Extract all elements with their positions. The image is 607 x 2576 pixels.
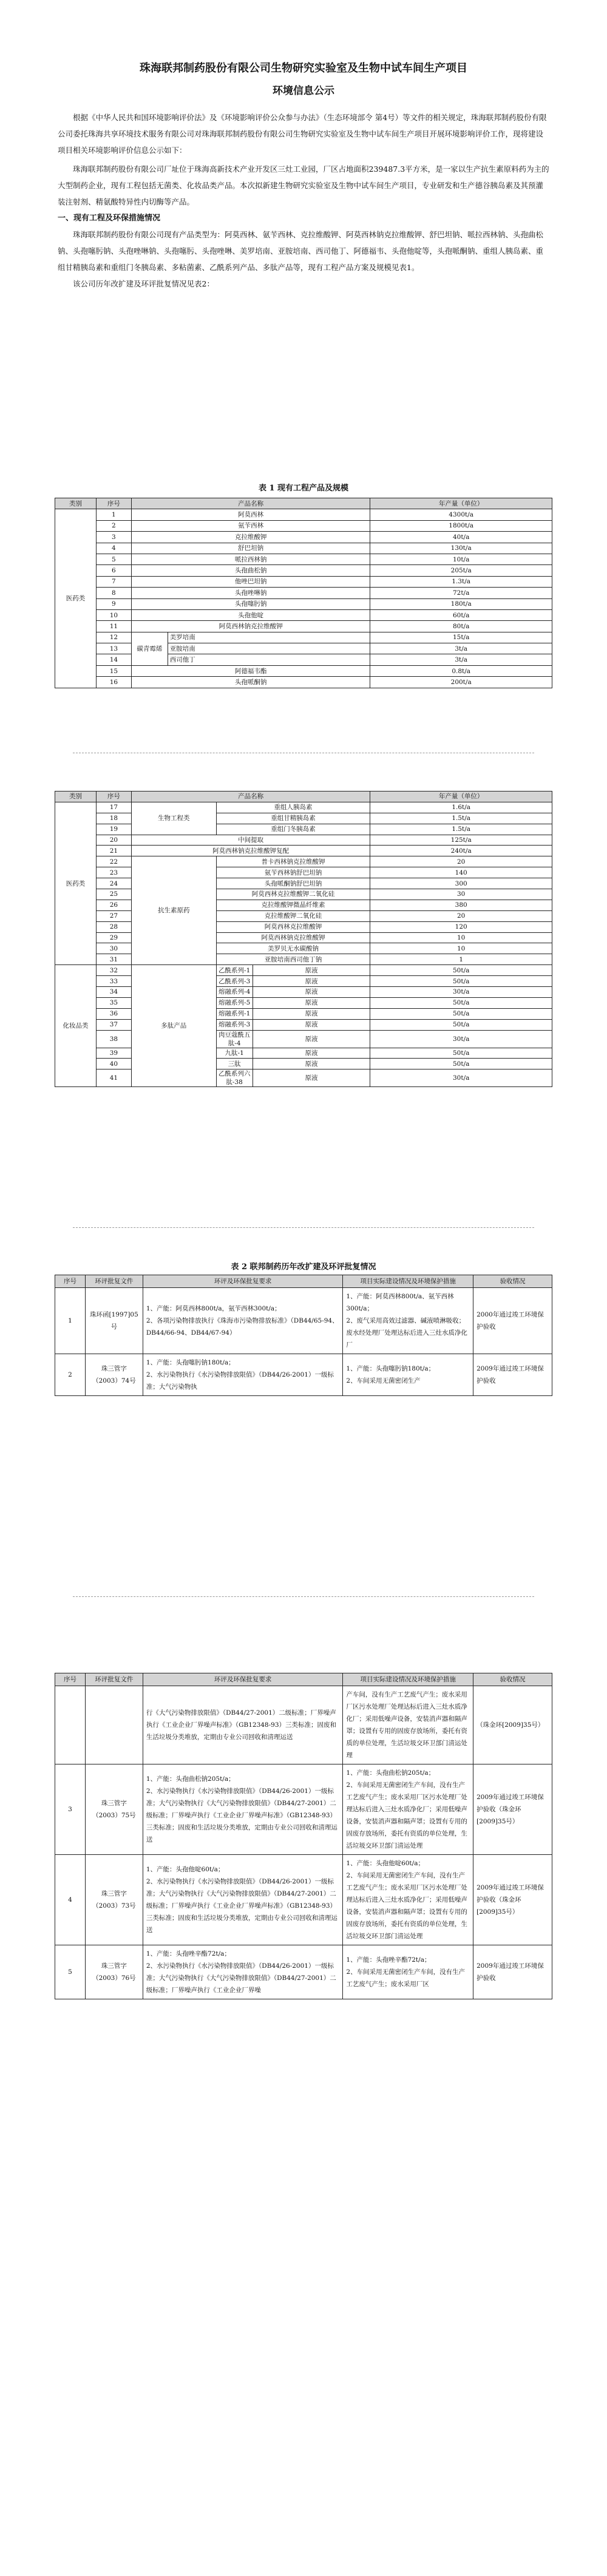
t1b-no-cell: 34 xyxy=(96,987,131,998)
t1-qty-cell: 3t/a xyxy=(370,654,552,665)
t1-no-cell: 9 xyxy=(96,598,131,609)
t1b-no-cell: 35 xyxy=(96,997,131,1008)
t2-no-cell: 3 xyxy=(55,1764,86,1855)
table-row xyxy=(55,598,552,609)
t1b-qty-cell: 300 xyxy=(370,878,552,889)
t2-req-cell: 1、产能：头孢他啶60t/a； 2、水污染物执行《水污染物排放限值》（DB44/26-2001）一级标准；大气污染物执行《大气污染物排放限值》（DB44/27-2001）二级标准；厂界噪声执行《工业企业厂界噪声标准》（GB12348-93）三类标准；固废和生活垃圾分类堆放，定期由专业公司回收和清理运送 xyxy=(143,1855,343,1945)
t1b-qty-cell: 50t/a xyxy=(370,1048,552,1059)
t1-name-cell: 头孢唑啉钠 xyxy=(131,588,370,598)
table2-header-row xyxy=(55,1275,552,1288)
t2-no-cell: 2 xyxy=(55,1354,86,1396)
t1b-name-cell: 亚胺培南西司他丁钠 xyxy=(216,954,370,965)
table1b xyxy=(55,791,552,1087)
table-row xyxy=(55,543,552,554)
t2-check-cell: 2009年通过竣工环境保护验收（珠金环[2009]35号） xyxy=(473,1764,552,1855)
t1-name-cell: 美罗培南 xyxy=(168,632,370,643)
table2-wrap xyxy=(55,1275,552,1396)
t2-actual-cell: 1、产能：头孢唑辛酯72t/a； 2、车间采用无菌密闭生产车间，没有生产工艺废气产生；废水采用厂区 xyxy=(343,1945,473,1999)
t1b-no-cell: 32 xyxy=(96,965,131,976)
t1b-qty-cell: 20 xyxy=(370,856,552,867)
t1b-name-cell: 阿莫西林克拉维酸钾二氧化硅 xyxy=(216,889,370,900)
t1b-no-cell: 37 xyxy=(96,1019,131,1030)
t1-no-cell: 2 xyxy=(96,520,131,531)
t1b-name-cell: 氨苄西林钠舒巴坦钠 xyxy=(216,867,370,878)
t2-actual-cell: 1、产能：阿莫西林800t/a、氨苄西林300t/a； 2、废气采用高效过滤器、碱液喷淋吸收；废水经处理厂处理达标后进入三灶水质净化厂 xyxy=(343,1288,473,1354)
t1b-qty-cell: 30t/a xyxy=(370,1069,552,1087)
t2-no-cell xyxy=(55,1686,86,1764)
t1-no-cell: 14 xyxy=(96,654,131,665)
table-row xyxy=(55,1069,552,1087)
table2b-header-row xyxy=(55,1673,552,1686)
table-row xyxy=(55,867,552,878)
t1-qty-cell: 200t/a xyxy=(370,677,552,688)
table2-caption-block xyxy=(0,1261,607,1274)
t1b-no-cell: 29 xyxy=(96,932,131,943)
section-heading: 一、现有工程及环保措施情况 xyxy=(58,214,161,223)
t1b-h-name: 产品名称 xyxy=(131,791,370,802)
t2-no-cell: 1 xyxy=(55,1288,86,1354)
table-row xyxy=(55,1008,552,1019)
table2-body xyxy=(55,1288,552,1396)
table-row xyxy=(55,554,552,564)
t1-name-cell: 阿莫西林钠克拉维酸钾 xyxy=(131,621,370,632)
table1b-body xyxy=(55,802,552,1086)
t1b-qty-cell: 30t/a xyxy=(370,987,552,998)
page-break-2 xyxy=(73,1227,534,1228)
t2-h-1: 环评批复文件 xyxy=(85,1275,143,1288)
table-row xyxy=(55,965,552,976)
t1b-h-category: 类别 xyxy=(55,791,97,802)
t1-name-cell: 氨苄西林 xyxy=(131,520,370,531)
t1b-no-cell: 38 xyxy=(96,1030,131,1048)
t2-no-cell: 4 xyxy=(55,1855,86,1945)
t1b-no-cell: 33 xyxy=(96,976,131,987)
t1-subcategory-cell: 碳青霉烯 xyxy=(131,632,168,665)
t1b-kind-cell: 原液 xyxy=(253,1030,370,1048)
t1-no-cell: 3 xyxy=(96,532,131,543)
table1-caption-block xyxy=(0,482,607,495)
table1-wrap xyxy=(55,498,552,688)
t1b-subcat-api: 抗生素原药 xyxy=(131,856,216,965)
table-row xyxy=(55,665,552,676)
table-row xyxy=(55,632,552,643)
t1-no-cell: 7 xyxy=(96,576,131,587)
t1b-no-cell: 27 xyxy=(96,910,131,921)
table-row xyxy=(55,1354,552,1396)
t1b-name-cell: 阿莫西林克拉维酸钾 xyxy=(216,921,370,932)
t1b-no-cell: 36 xyxy=(96,1008,131,1019)
t2-doc-cell: 珠三管字（2003）75号 xyxy=(85,1764,143,1855)
t1b-kind-cell: 原液 xyxy=(253,1069,370,1087)
t1b-name-cell: 普卡西林钠克拉维酸钾 xyxy=(216,856,370,867)
t1b-name-cell: 九肽-1 xyxy=(216,1048,253,1059)
t1b-no-cell: 19 xyxy=(96,824,131,835)
t2-req-cell: 1、产能：头孢唑辛酯72t/a； 2、水污染物执行《水污染物排放限值》（DB44/26-2001）一级标准；大气污染物执行《大气污染物排放限值》（DB44/27-2001）二级标准；厂界噪声执行《工业企业厂界噪 xyxy=(143,1945,343,1999)
t1-qty-cell: 10t/a xyxy=(370,554,552,564)
t1b-qty-cell: 125t/a xyxy=(370,835,552,846)
t1b-qty-cell: 30 xyxy=(370,889,552,900)
t2-actual-cell: 1、产能：头孢他啶60t/a； 2、车间采用无菌密闭生产车间，没有生产工艺废气产生；废水采用厂区污水处理厂处理达标后进入三灶水质净化厂；采用低噪声设备，安装消声器和隔声罩；设置有专用的固废存放场所，委托有资质的单位处理，生活垃圾交环卫部门清运处理 xyxy=(343,1855,473,1945)
table1-header-row xyxy=(55,498,552,509)
intro-paragraph-3: 珠海联邦制药股份有限公司现有产品类型为：阿莫西林、氨苄西林、克拉维酸钾、阿莫西林钠克拉维酸钾、舒巴坦钠、哌拉西林钠、头孢曲松钠、头孢噻肟钠、头孢唑啉钠、头孢噻肟、头孢唑啉、美罗培南、亚胺培南、西司他丁、阿德福韦、头孢他啶等，头孢哌酮钠、重组人胰岛素、重组甘精胰岛素和重组门冬胰岛素、多粘菌素、乙酰系列产品、多肽产品等，现有工程产品方案及规模见表1。 xyxy=(58,230,544,272)
intro-paragraph-1: 根据《中华人民共和国环境影响评价法》及《环境影响评价公众参与办法》（生态环境部令 第4号）等文件的相关规定，珠海联邦制药股份有限公司委托珠海共享环境技术服务有限公司对珠海联邦制药股份有限公司生物研究实验室及生物中试车间生产项目开展环境影响评价工作，现将建设项目相关环境影响评价信息公示如下： xyxy=(58,113,547,155)
t1b-category-cosmetic: 化妆品类 xyxy=(55,965,97,1087)
table-row xyxy=(55,1855,552,1945)
t1b-kind-cell: 原液 xyxy=(253,976,370,987)
t1b-name-cell: 阿莫西林钠克拉维酸钾复配 xyxy=(131,846,370,856)
t1-qty-cell: 1800t/a xyxy=(370,520,552,531)
t1-h-no: 序号 xyxy=(96,498,131,509)
t1b-kind-cell: 原液 xyxy=(253,965,370,976)
t2-check-cell: 2009年通过竣工环境保护验收 xyxy=(473,1354,552,1396)
t1-qty-cell: 4300t/a xyxy=(370,509,552,520)
table-row xyxy=(55,1019,552,1030)
t1b-subcat-multi: 多肽产品 xyxy=(131,965,216,1087)
intro-section xyxy=(58,109,549,292)
t1-h-qty: 年产量（单位） xyxy=(370,498,552,509)
t1b-name-cell: 熔融系列-4 xyxy=(216,987,253,998)
t1-qty-cell: 130t/a xyxy=(370,543,552,554)
table-row xyxy=(55,954,552,965)
t1-name-cell: 头孢噻肟钠 xyxy=(131,598,370,609)
t1-no-cell: 1 xyxy=(96,509,131,520)
t1b-qty-cell: 10 xyxy=(370,943,552,954)
t1-category-cell: 医药类 xyxy=(55,509,97,688)
t1b-kind-cell: 原液 xyxy=(253,1048,370,1059)
table-row xyxy=(55,1764,552,1855)
title-block xyxy=(0,59,607,100)
table2b-body xyxy=(55,1686,552,1999)
t1b-no-cell: 40 xyxy=(96,1059,131,1069)
t2-req-cell: 1、产能：头孢噻肟钠180t/a； 2、水污染物执行《水污染物排放限值》（DB44/26-2001）一级标准；大气污染物执 xyxy=(143,1354,343,1396)
table-row xyxy=(55,621,552,632)
table-row xyxy=(55,889,552,900)
table2b xyxy=(55,1673,552,1999)
t1b-qty-cell: 50t/a xyxy=(370,1008,552,1019)
t1b-qty-cell: 10 xyxy=(370,932,552,943)
table-row xyxy=(55,900,552,910)
t1b-qty-cell: 50t/a xyxy=(370,1019,552,1030)
t1b-name-cell: 乙酰系列-3 xyxy=(216,976,253,987)
t1b-name-cell: 熔融系列-3 xyxy=(216,1019,253,1030)
t1-name-cell: 哌拉西林钠 xyxy=(131,554,370,564)
t2b-h-0: 序号 xyxy=(55,1673,86,1686)
t1b-name-cell: 重组甘精胰岛素 xyxy=(216,813,370,824)
table-row xyxy=(55,1945,552,1999)
t2-doc-cell: 珠三管字（2003）74号 xyxy=(85,1354,143,1396)
t1-qty-cell: 40t/a xyxy=(370,532,552,543)
t1b-no-cell: 23 xyxy=(96,867,131,878)
t1b-kind-cell: 原液 xyxy=(253,1008,370,1019)
t2-actual-cell: 产车间，没有生产工艺废气产生；废水采用厂区污水处理厂处理达标后进入三灶水质净化厂；采用低噪声设备，安装消声器和隔声罩；设置有专用的固废存放场所，委托有资质的单位处理，生活垃圾交环卫部门清运处理 xyxy=(343,1686,473,1764)
t2-doc-cell xyxy=(85,1686,143,1764)
t1-no-cell: 11 xyxy=(96,621,131,632)
t1-name-cell: 西司他丁 xyxy=(168,654,370,665)
table-row xyxy=(55,565,552,576)
t1b-name-cell: 重组门冬胰岛素 xyxy=(216,824,370,835)
t2-check-cell: （珠金环[2009]35号） xyxy=(473,1686,552,1764)
table-row xyxy=(55,1686,552,1764)
t2-h-2: 环评及环保批复要求 xyxy=(143,1275,343,1288)
t1b-subcat-bio: 生物工程类 xyxy=(131,802,216,835)
table1 xyxy=(55,498,552,688)
t1-name-cell: 克拉维酸钾 xyxy=(131,532,370,543)
t2-h-4: 验收情况 xyxy=(473,1275,552,1288)
table1-body xyxy=(55,509,552,688)
t1b-qty-cell: 50t/a xyxy=(370,965,552,976)
t2-req-cell: 1、产能：阿莫西林800t/a，氨苄西林300t/a； 2、各项污染物排放执行《珠海市污染物排放标准》（DB44/65-94、DB44/66-94、DB44/67-94） xyxy=(143,1288,343,1354)
t1b-name-cell: 熔融系列-5 xyxy=(216,997,253,1008)
table-row xyxy=(55,878,552,889)
t1b-category-cell: 医药类 xyxy=(55,802,97,964)
t1-name-cell: 亚胺培南 xyxy=(168,643,370,654)
table2 xyxy=(55,1275,552,1396)
intro-paragraph-4: 该公司历年改扩建及环评批复情况见表2： xyxy=(73,279,214,288)
t1b-qty-cell: 30t/a xyxy=(370,1030,552,1048)
t1b-no-cell: 41 xyxy=(96,1069,131,1087)
t1b-no-cell: 30 xyxy=(96,943,131,954)
table-row xyxy=(55,1048,552,1059)
document-title: 珠海联邦制药股份有限公司生物研究实验室及生物中试车间生产项目 xyxy=(140,62,467,75)
t1b-qty-cell: 50t/a xyxy=(370,1059,552,1069)
t1-name-cell: 头孢曲松钠 xyxy=(131,565,370,576)
table-row xyxy=(55,1030,552,1048)
t1b-qty-cell: 1.6t/a xyxy=(370,802,552,813)
t1b-name-cell: 重组人胰岛素 xyxy=(216,802,370,813)
t1b-no-cell: 39 xyxy=(96,1048,131,1059)
t1-qty-cell: 1.3t/a xyxy=(370,576,552,587)
t1-qty-cell: 72t/a xyxy=(370,588,552,598)
t1-qty-cell: 0.8t/a xyxy=(370,665,552,676)
table-row xyxy=(55,677,552,688)
t1-name-cell: 头孢他啶 xyxy=(131,609,370,620)
table-row xyxy=(55,802,552,813)
t1b-no-cell: 22 xyxy=(96,856,131,867)
t1b-name-cell: 肉豆蔻酰五肽-4 xyxy=(216,1030,253,1048)
t2-req-cell: 1、产能：头孢曲松钠205t/a； 2、水污染物执行《水污染物排放限值》（DB44/26-2001）一级标准；大气污染物执行《大气污染物排放限值》（DB44/27-2001）二级标准；厂界噪声执行《工业企业厂界噪声标准》（GB12348-93）三类标准；固废和生活垃圾分类堆放，定期由专业公司回收和清理运送 xyxy=(143,1764,343,1855)
t1-name-cell: 舒巴坦钠 xyxy=(131,543,370,554)
t2b-h-4: 验收情况 xyxy=(473,1673,552,1686)
t2-doc-cell: 珠三管字（2003）76号 xyxy=(85,1945,143,1999)
t1b-name-cell: 乙酰系列六肽-38 xyxy=(216,1069,253,1087)
t1-name-cell: 头孢哌酮钠 xyxy=(131,677,370,688)
t1-no-cell: 12 xyxy=(96,632,131,643)
t2-h-3: 项目实际建设情况及环境保护措施 xyxy=(343,1275,473,1288)
table-row xyxy=(55,509,552,520)
t1b-name-cell: 克拉维酸钾二氧化硅 xyxy=(216,910,370,921)
table-row xyxy=(55,588,552,598)
t1b-no-cell: 17 xyxy=(96,802,131,813)
t1b-qty-cell: 120 xyxy=(370,921,552,932)
t1-no-cell: 6 xyxy=(96,565,131,576)
t1-qty-cell: 3t/a xyxy=(370,643,552,654)
t2-no-cell: 5 xyxy=(55,1945,86,1999)
t1b-no-cell: 28 xyxy=(96,921,131,932)
t1b-no-cell: 20 xyxy=(96,835,131,846)
t1-no-cell: 8 xyxy=(96,588,131,598)
t1-qty-cell: 60t/a xyxy=(370,609,552,620)
t1b-kind-cell: 原液 xyxy=(253,1019,370,1030)
t2b-h-3: 项目实际建设情况及环境保护措施 xyxy=(343,1673,473,1686)
t1b-name-cell: 头孢哌酮钠舒巴坦钠 xyxy=(216,878,370,889)
t1-no-cell: 13 xyxy=(96,643,131,654)
table-row xyxy=(55,987,552,998)
table-row xyxy=(55,576,552,587)
t1b-name-cell: 中间提取 xyxy=(131,835,370,846)
table-row xyxy=(55,824,552,835)
t1b-name-cell: 乙酰系列-1 xyxy=(216,965,253,976)
t2-check-cell: 2000年通过竣工环境保护验收 xyxy=(473,1288,552,1354)
t1b-qty-cell: 380 xyxy=(370,900,552,910)
t1b-no-cell: 18 xyxy=(96,813,131,824)
table-row xyxy=(55,654,552,665)
t2-doc-cell: 珠三管字（2003）73号 xyxy=(85,1855,143,1945)
t1-h-category: 类别 xyxy=(55,498,97,509)
t1b-kind-cell: 原液 xyxy=(253,987,370,998)
t1-h-name: 产品名称 xyxy=(131,498,370,509)
t1b-qty-cell: 1.5t/a xyxy=(370,824,552,835)
t2b-h-1: 环评批复文件 xyxy=(85,1673,143,1686)
table1b-header-row xyxy=(55,791,552,802)
table2-caption: 表 2 联邦制药历年改扩建及环评批复情况 xyxy=(231,1263,376,1272)
t1b-qty-cell: 20 xyxy=(370,910,552,921)
table1-caption: 表 1 现有工程产品及规模 xyxy=(258,484,349,493)
table-row xyxy=(55,856,552,867)
table2b-wrap xyxy=(55,1673,552,1999)
table-row xyxy=(55,932,552,943)
table-row xyxy=(55,846,552,856)
t2-doc-cell: 珠环函[1997]05号 xyxy=(85,1288,143,1354)
table-row xyxy=(55,943,552,954)
page-break-3 xyxy=(73,1596,534,1597)
table-row xyxy=(55,643,552,654)
t1b-qty-cell: 1.5t/a xyxy=(370,813,552,824)
t1b-name-cell: 阿莫西林钠克拉维酸钾 xyxy=(216,932,370,943)
table-row xyxy=(55,910,552,921)
t1b-qty-cell: 140 xyxy=(370,867,552,878)
t1b-no-cell: 21 xyxy=(96,846,131,856)
t1b-kind-cell: 原液 xyxy=(253,1059,370,1069)
t1-no-cell: 4 xyxy=(96,543,131,554)
t1b-name-cell: 克拉维酸钾微晶纤维素 xyxy=(216,900,370,910)
table-row xyxy=(55,1288,552,1354)
table-row xyxy=(55,976,552,987)
t1-no-cell: 16 xyxy=(96,677,131,688)
table-row xyxy=(55,532,552,543)
t2-h-0: 序号 xyxy=(55,1275,86,1288)
t2-check-cell: 2009年通过竣工环境保护验收 xyxy=(473,1945,552,1999)
t1b-name-cell: 美罗贝无水碳酸钠 xyxy=(216,943,370,954)
t2-actual-cell: 1、产能：头孢曲松钠205t/a； 2、车间采用无菌密闭生产车间，没有生产工艺废气产生；废水采用厂区污水处理厂处理达标后进入三灶水质净化厂；采用低噪声设备，安装消声器和隔声罩；设置有专用的固废存放场所，委托有资质的单位处理，生活垃圾交环卫部门清运处理 xyxy=(343,1764,473,1855)
t1b-name-cell: 熔融系列-1 xyxy=(216,1008,253,1019)
t1-name-cell: 他唑巴坦钠 xyxy=(131,576,370,587)
t1b-qty-cell: 50t/a xyxy=(370,997,552,1008)
t1b-no-cell: 26 xyxy=(96,900,131,910)
table-row xyxy=(55,813,552,824)
t1-no-cell: 15 xyxy=(96,665,131,676)
t1-no-cell: 10 xyxy=(96,609,131,620)
t1-qty-cell: 205t/a xyxy=(370,565,552,576)
t2-actual-cell: 1、产能：头孢噻肟钠180t/a； 2、车间采用无菌密闭生产 xyxy=(343,1354,473,1396)
t1b-no-cell: 31 xyxy=(96,954,131,965)
t2b-h-2: 环评及环保批复要求 xyxy=(143,1673,343,1686)
t1b-kind-cell: 原液 xyxy=(253,997,370,1008)
t1-qty-cell: 15t/a xyxy=(370,632,552,643)
table-row xyxy=(55,520,552,531)
intro-paragraph-2: 珠海联邦制药股份有限公司厂址位于珠海高新技术产业开发区三灶工业园，厂区占地面积239487.3平方米，是一家以生产抗生素原料药为主的大型制药企业，现有工程包括无菌类、化妆品类产品。本次拟新建生物研究实验室及生物中试车间生产项目，专业研发和生产德谷胰岛素及其预灌装注射剂、精氨酸特异性内切酶等产品。 xyxy=(58,164,549,206)
table-row xyxy=(55,835,552,846)
document-subtitle: 环境信息公示 xyxy=(273,85,334,97)
t1-name-cell: 阿莫西林 xyxy=(131,509,370,520)
t1b-h-no: 序号 xyxy=(96,791,131,802)
table-row xyxy=(55,1059,552,1069)
table1b-wrap xyxy=(55,791,552,1087)
t1b-qty-cell: 50t/a xyxy=(370,976,552,987)
t1b-name-cell: 三肽 xyxy=(216,1059,253,1069)
t1b-qty-cell: 1 xyxy=(370,954,552,965)
t1b-h-qty: 年产量（单位） xyxy=(370,791,552,802)
table-row xyxy=(55,921,552,932)
t1b-no-cell: 25 xyxy=(96,889,131,900)
table-row xyxy=(55,609,552,620)
t1b-no-cell: 24 xyxy=(96,878,131,889)
t1-qty-cell: 80t/a xyxy=(370,621,552,632)
t2-check-cell: 2009年通过竣工环境保护验收（珠金环[2009]35号） xyxy=(473,1855,552,1945)
t1-name-cell: 阿德福韦酯 xyxy=(131,665,370,676)
table-row xyxy=(55,997,552,1008)
t2-req-cell: 行《大气污染物排放限值》（DB44/27-2001）二级标准；厂界噪声执行《工业企业厂界噪声标准》（GB12348-93）三类标准；固废和生活垃圾分类堆放，定期由专业公司回收和清理运送 xyxy=(143,1686,343,1764)
t1-qty-cell: 180t/a xyxy=(370,598,552,609)
t1b-qty-cell: 240t/a xyxy=(370,846,552,856)
t1-no-cell: 5 xyxy=(96,554,131,564)
